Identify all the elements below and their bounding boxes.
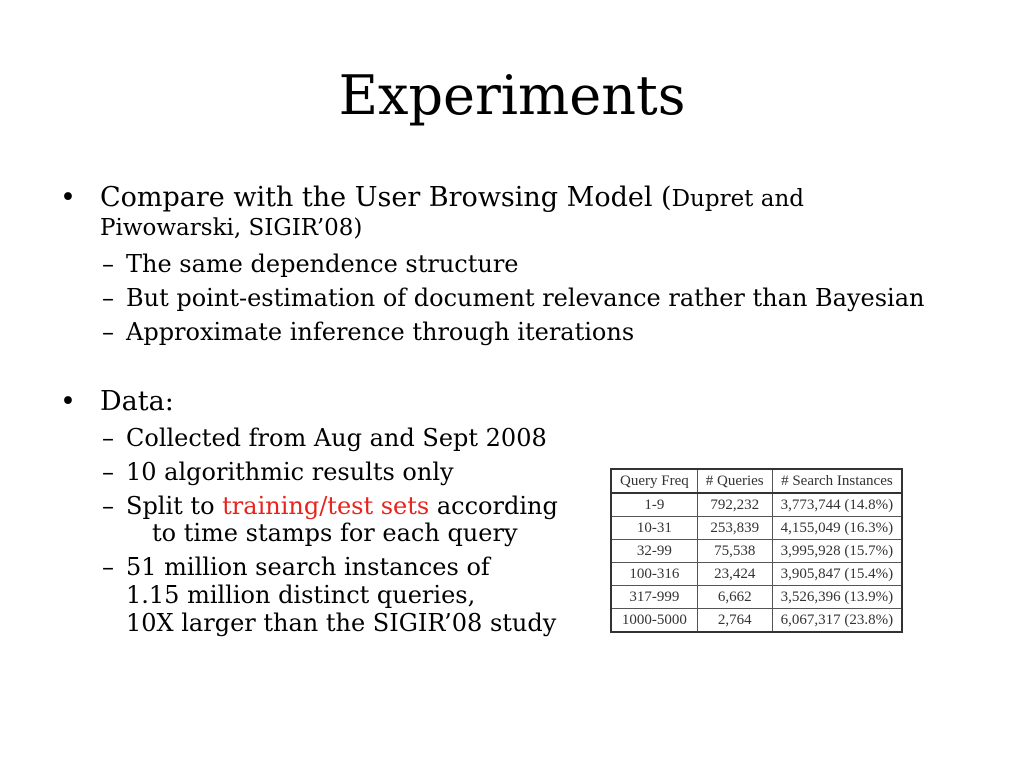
sub-item-algorithmic [102, 458, 454, 486]
sub-item-collected [102, 424, 547, 452]
sub-item-text: 10X larger than the SIGIR’08 study [126, 609, 557, 637]
sub-item-dependence [102, 250, 519, 278]
sub-item-split-cont [152, 519, 518, 547]
bullet-compare-line1 [100, 184, 804, 213]
cell-search-instances: 3,905,847 (15.4%) [772, 563, 902, 586]
cell-num-queries: 6,662 [697, 586, 772, 609]
cell-query-freq: 10-31 [611, 517, 697, 540]
table-row [611, 517, 902, 540]
cell-query-freq: 100-316 [611, 563, 697, 586]
bullet-compare-line2: Piwowarski, SIGIR’08) [100, 215, 363, 241]
cell-query-freq: 1000-5000 [611, 609, 697, 633]
sub-item-point-estimation [102, 284, 925, 312]
dash-marker: – [102, 458, 114, 486]
sub-item-instances-line2 [126, 581, 475, 609]
table-row [611, 540, 902, 563]
dash-marker: – [102, 492, 114, 520]
cell-query-freq: 317-999 [611, 586, 697, 609]
training-test-sets-highlight: training/test sets [222, 492, 430, 520]
bullet-point: • [60, 386, 76, 417]
bullet-data-label: Data: [100, 386, 174, 417]
table-row [611, 493, 902, 517]
header-num-queries: # Queries [697, 469, 772, 493]
cell-search-instances: 3,526,396 (13.9%) [772, 586, 902, 609]
cell-num-queries: 792,232 [697, 493, 772, 517]
dash-marker: – [102, 284, 114, 312]
bullet-compare-main-text: Compare with the User Browsing Model ( [100, 182, 672, 213]
sub-item-instances-line3 [126, 609, 556, 637]
sub-item-text: 1.15 million distinct queries, [126, 581, 476, 609]
table-header-row [611, 469, 902, 493]
cell-query-freq: 32-99 [611, 540, 697, 563]
sub-item-text: 51 million search instances of [126, 553, 490, 581]
slide-title: Experiments [338, 64, 686, 127]
sub-item-text: to time stamps for each query [152, 519, 518, 547]
cell-search-instances: 4,155,049 (16.3%) [772, 517, 902, 540]
dash-marker: – [102, 424, 114, 452]
sub-item-text: But point-estimation of document relevance rather than Bayesian [126, 284, 925, 312]
sub-item-instances [102, 553, 490, 581]
table-row [611, 586, 902, 609]
header-search-instances: # Search Instances [772, 469, 902, 493]
bullet-point: • [60, 182, 76, 213]
cell-search-instances: 6,067,317 (23.8%) [772, 609, 902, 633]
sub-item-split-post: according [429, 492, 558, 520]
header-query-freq: Query Freq [611, 469, 697, 493]
table-row [611, 609, 902, 633]
sub-item-inference [102, 318, 635, 346]
cell-query-freq: 1-9 [611, 493, 697, 517]
bullet-compare-citation-start: Dupret and [671, 186, 804, 212]
dash-marker: – [102, 318, 114, 346]
sub-item-text: Approximate inference through iterations [126, 318, 635, 346]
query-frequency-table [610, 468, 903, 633]
sub-item-text: 10 algorithmic results only [126, 458, 454, 486]
sub-item-text: The same dependence structure [126, 250, 519, 278]
table-row [611, 563, 902, 586]
cell-search-instances: 3,773,744 (14.8%) [772, 493, 902, 517]
dash-marker: – [102, 553, 114, 581]
cell-search-instances: 3,995,928 (15.7%) [772, 540, 902, 563]
dash-marker: – [102, 250, 114, 278]
sub-item-split [102, 492, 558, 520]
cell-num-queries: 2,764 [697, 609, 772, 633]
cell-num-queries: 253,839 [697, 517, 772, 540]
cell-num-queries: 75,538 [697, 540, 772, 563]
sub-item-split-pre: Split to [126, 492, 223, 520]
sub-item-text: Collected from Aug and Sept 2008 [126, 424, 547, 452]
cell-num-queries: 23,424 [697, 563, 772, 586]
